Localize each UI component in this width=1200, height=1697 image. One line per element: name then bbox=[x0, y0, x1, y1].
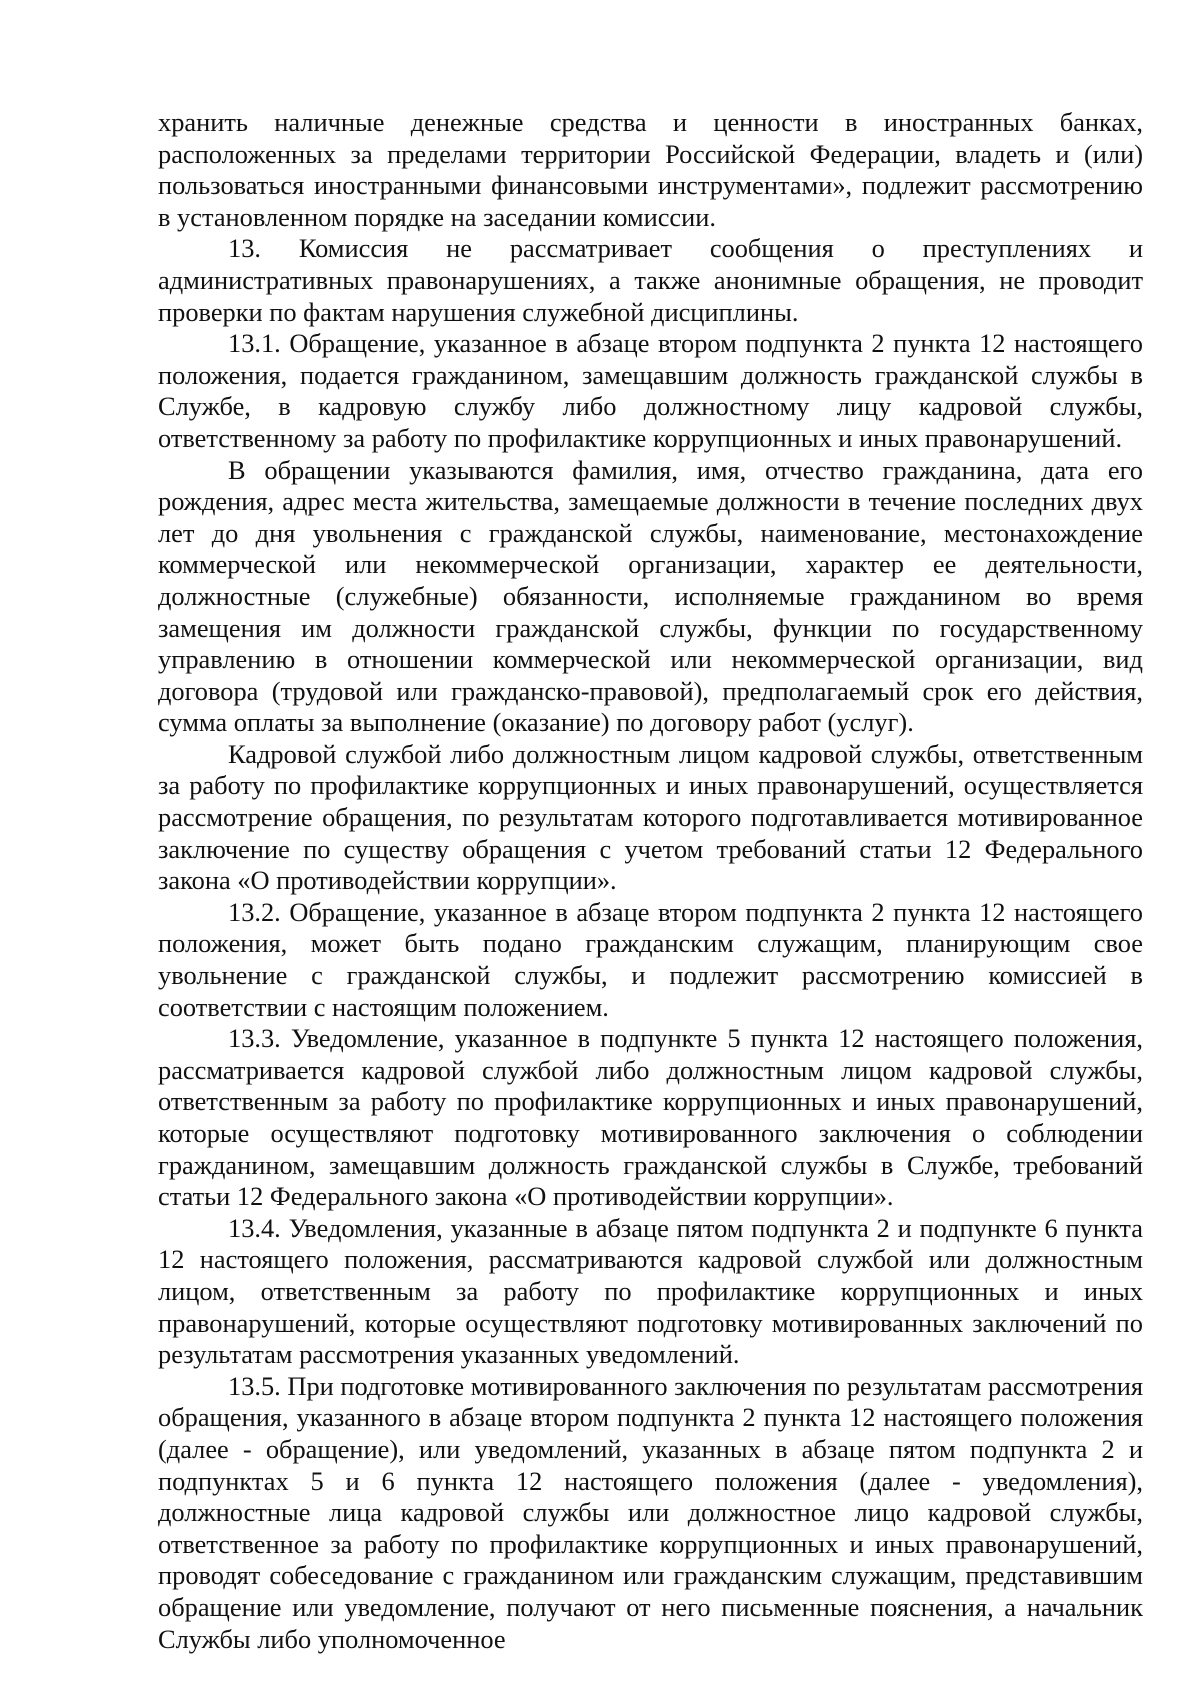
paragraph-appeal-review: Кадровой службой либо должностным лицом кадровой службы, ответственным за работу по профилактике коррупционных и иных правонарушений, осуществляется рассмотрение обращения, по результатам которого подготавливается мотивированное заключение по существу обращения с учетом требований статьи 12 Федерального закона «О противодействии коррупции». bbox=[158, 738, 1143, 896]
paragraph-item-13-1: 13.1. Обращение, указанное в абзаце втором подпункта 2 пункта 12 настоящего положения, подается гражданином, замещавшим должность гражданской службы в Службе, в кадровую службу либо должностному лицу кадровой службы, ответственному за работу по профилактике коррупционных и иных правонарушений. bbox=[158, 328, 1143, 453]
paragraph-item-13: 13. Комиссия не рассматривает сообщения о преступлениях и административных правонарушениях, а также анонимные обращения, не проводит проверки по фактам нарушения служебной дисциплины. bbox=[158, 233, 1143, 327]
paragraph-item-13-5: 13.5. При подготовке мотивированного заключения по результатам рассмотрения обращения, указанного в абзаце втором подпункта 2 пункта 12 настоящего положения (далее - обращение), или уведомлений, указанных в абзаце пятом подпункта 2 и подпунктах 5 и 6 пункта 12 настоящего положения (далее - уведомления), должностные лица кадровой службы или должностное лицо кадровой службы, ответственное за работу по профилактике коррупционных и иных правонарушений, проводят собеседование с гражданином или гражданским служащим, представившим обращение или уведомление, получают от него письменные пояснения, а начальник Службы либо уполномоченное bbox=[158, 1370, 1143, 1654]
paragraph-item-13-2: 13.2. Обращение, указанное в абзаце втором подпункта 2 пункта 12 настоящего положения, может быть подано гражданским служащим, планирующим свое увольнение с гражданской службы, и подлежит рассмотрению комиссией в соответствии с настоящим положением. bbox=[158, 896, 1143, 1022]
paragraph-appeal-contents: В обращении указываются фамилия, имя, отчество гражданина, дата его рождения, адрес места жительства, замещаемые должности в течение последних двух лет до дня увольнения с гражданской службы, наименование, местонахождение коммерческой или некоммерческой организации, характер ее деятельности, должностные (служебные) обязанности, исполняемые гражданином во время замещения им должности гражданской службы, функции по государственному управлению в отношении коммерческой или некоммерческой организации, вид договора (трудовой или гражданско-правовой), предполагаемый срок его действия, сумма оплаты за выполнение (оказание) по договору работ (услуг). bbox=[158, 454, 1143, 738]
document-body bbox=[158, 107, 1143, 1655]
paragraph-item-13-4: 13.4. Уведомления, указанные в абзаце пятом подпункта 2 и подпункте 6 пункта 12 настоящего положения, рассматриваются кадровой службой или должностным лицом, ответственным за работу по профилактике коррупционных и иных правонарушений, которые осуществляют подготовку мотивированных заключений по результатам рассмотрения указанных уведомлений. bbox=[158, 1212, 1143, 1370]
paragraph-continuation: хранить наличные денежные средства и ценности в иностранных банках, расположенных за пределами территории Российской Федерации, владеть и (или) пользоваться иностранными финансовыми инструментами», подлежит рассмотрению в установленном порядке на заседании комиссии. bbox=[158, 107, 1143, 232]
paragraph-item-13-3: 13.3. Уведомление, указанное в подпункте 5 пункта 12 настоящего положения, рассматривается кадровой службой либо должностным лицом кадровой службы, ответственным за работу по профилактике коррупционных и иных правонарушений, которые осуществляют подготовку мотивированного заключения о соблюдении гражданином, замещавшим должность гражданской службы в Службе, требований статьи 12 Федерального закона «О противодействии коррупции». bbox=[158, 1023, 1143, 1212]
